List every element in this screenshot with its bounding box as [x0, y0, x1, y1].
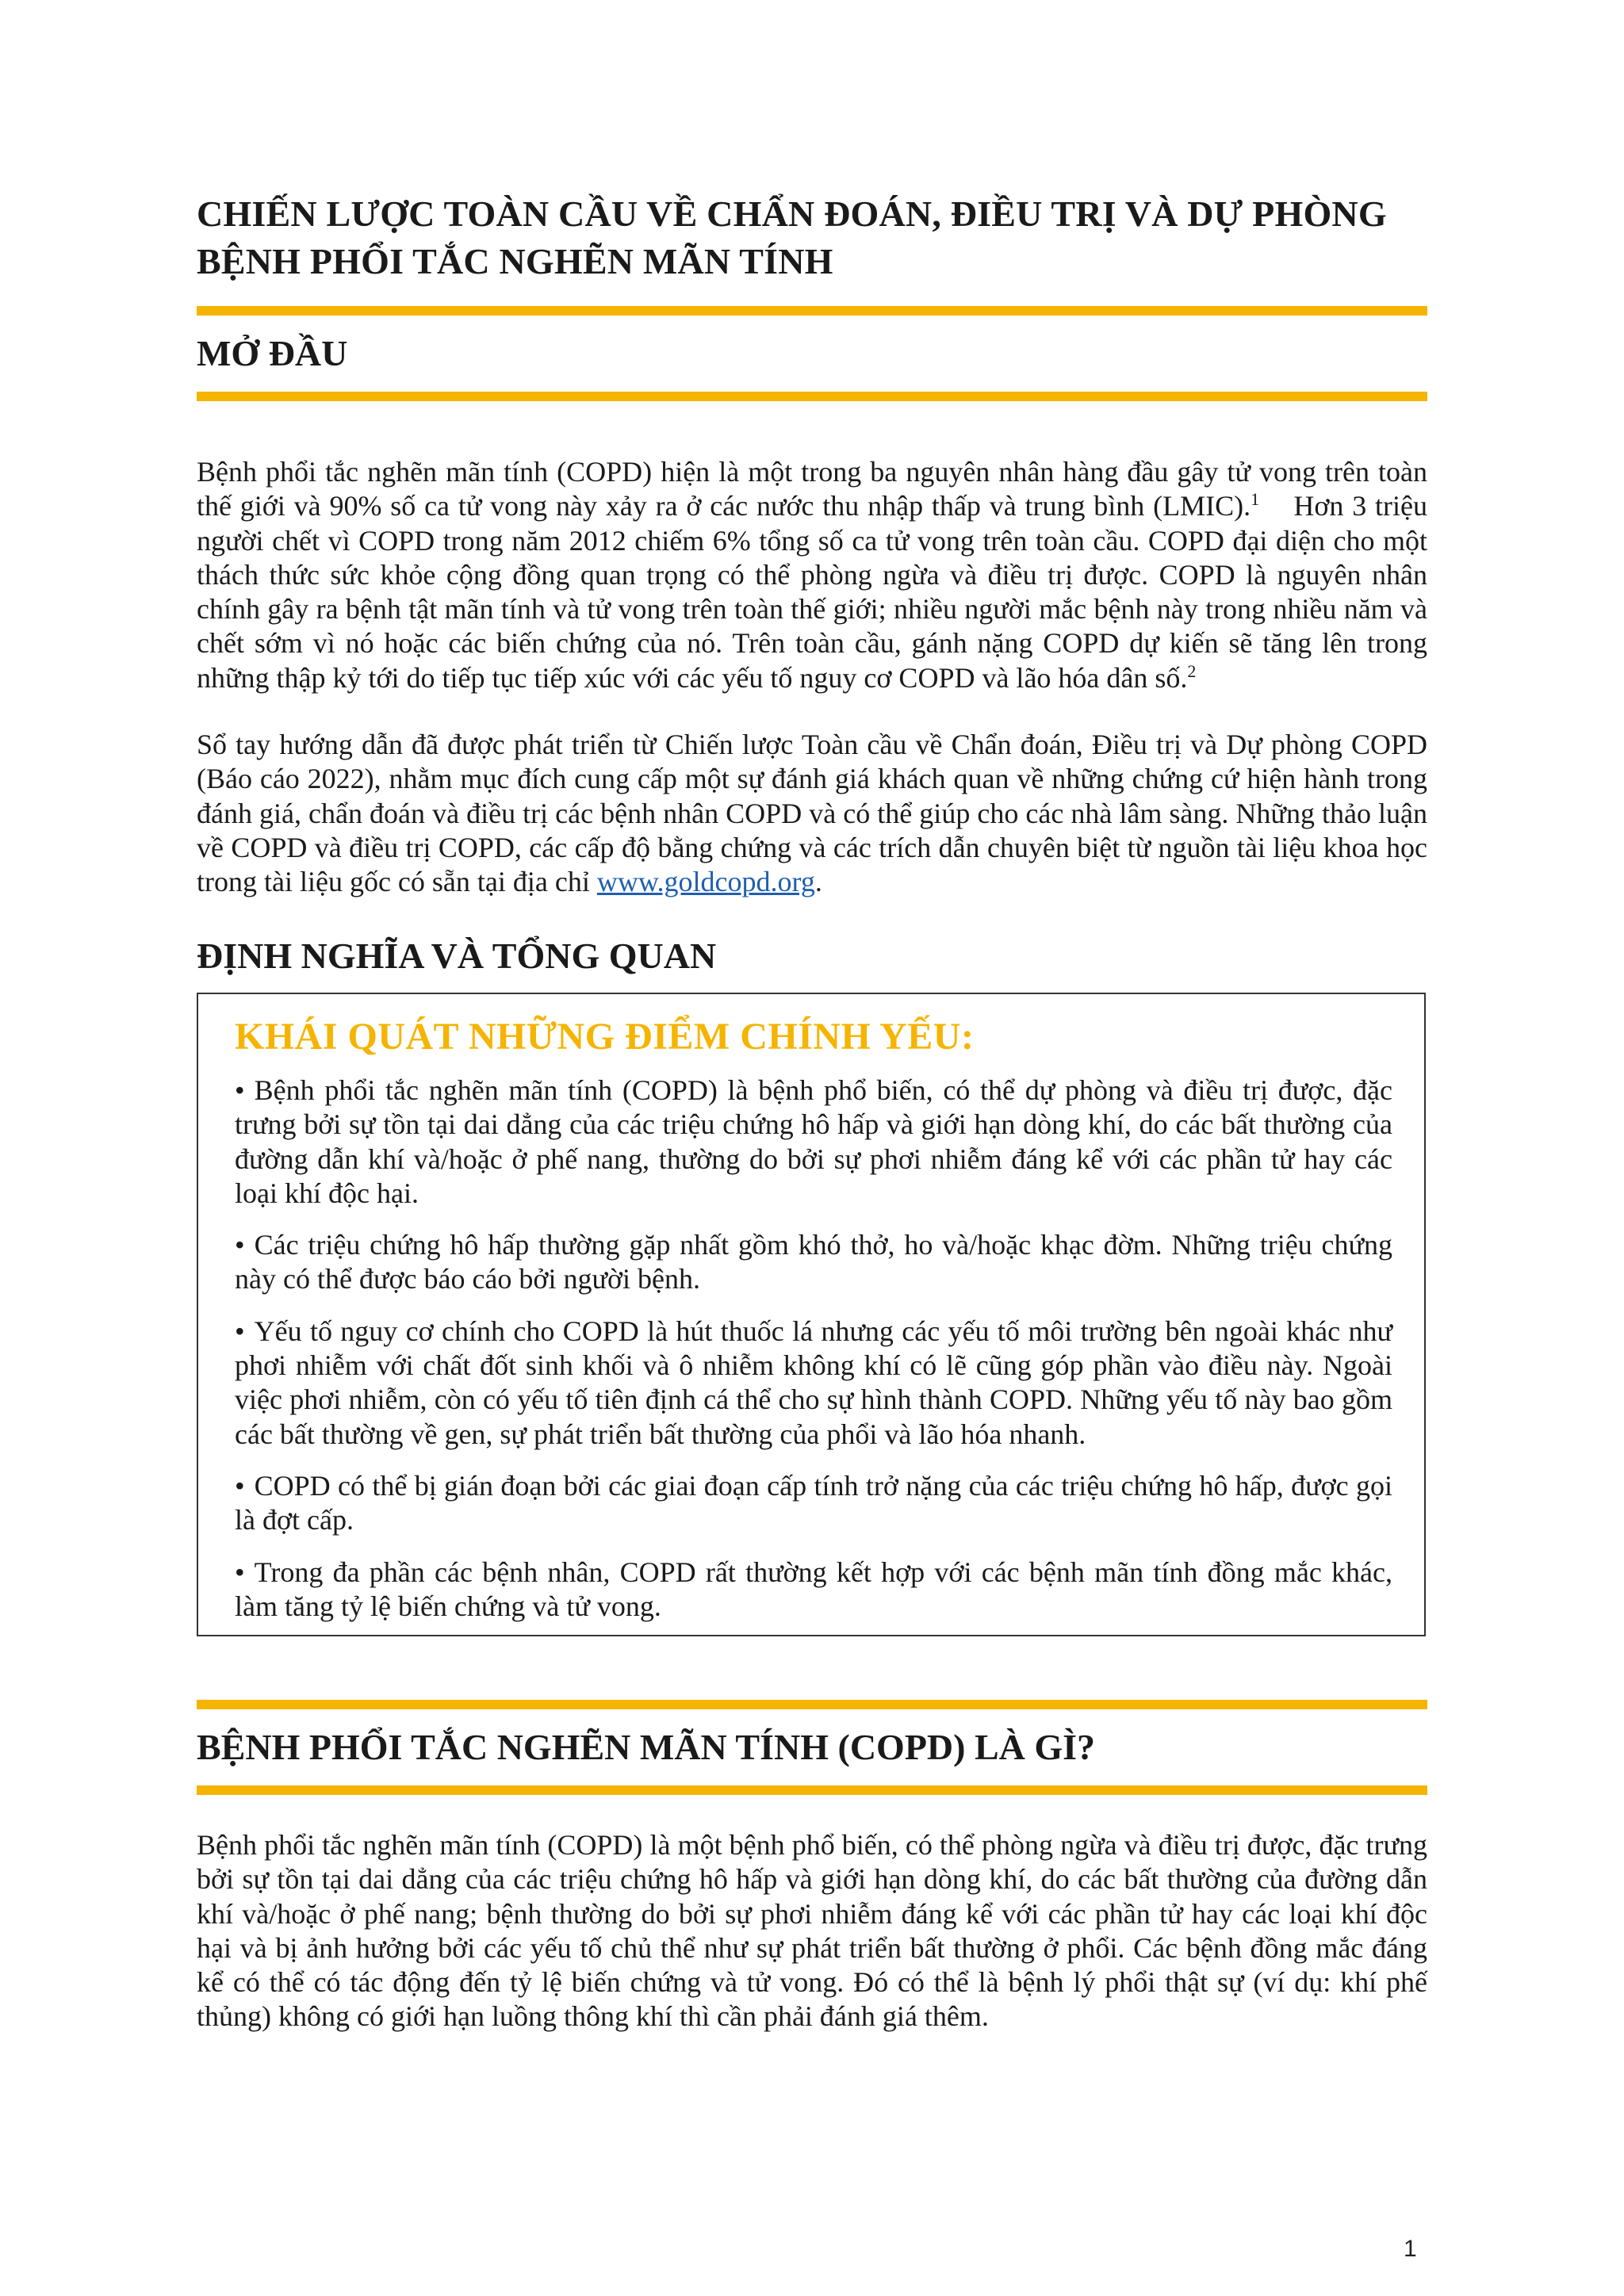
key-points-box [197, 993, 1426, 1636]
what-is-bottom-divider [197, 1785, 1427, 1795]
key-point-item [235, 1469, 1392, 1538]
key-point-text: Trong đa phần các bệnh nhân, COPD rất thường kết hợp với các bệnh mãn tính đồng mắc khác, làm tăng tỷ lệ biến chứng và tử vong. [235, 1556, 1392, 1622]
key-points-list [235, 1073, 1392, 1641]
key-point-item [235, 1314, 1392, 1452]
reference-1: 1 [1251, 489, 1260, 510]
reference-2: 2 [1187, 660, 1197, 681]
bullet-icon: • [235, 1229, 245, 1261]
intro-paragraph-2 [197, 728, 1427, 899]
key-point-item [235, 1073, 1392, 1211]
bullet-icon: • [235, 1074, 245, 1106]
page-title: CHIẾN LƯỢC TOÀN CẦU VỀ CHẨN ĐOÁN, ĐIỀU TRỊ VÀ DỰ PHÒNG BỆNH PHỔI TẮC NGHẼN MÃN TÍNH [197, 193, 1387, 281]
definition-heading: ĐỊNH NGHĨA VÀ TỔNG QUAN [197, 936, 717, 976]
title-divider [197, 306, 1427, 316]
intro-paragraph-2-end: . [814, 866, 822, 898]
key-point-item [235, 1556, 1392, 1624]
page-number: 1 [1404, 2236, 1417, 2262]
what-is-heading: BỆNH PHỔI TẮC NGHẼN MÃN TÍNH (COPD) LÀ GÌ? [197, 1727, 1096, 1767]
bullet-icon: • [235, 1556, 245, 1588]
intro-divider [197, 392, 1427, 401]
key-point-text: Bệnh phổi tắc nghẽn mãn tính (COPD) là bệnh phổ biến, có thể dự phòng và điều trị được, đặc trưng bởi sự tồn tại dai dẳng của các triệu chứng hô hấp và giới hạn dòng khí, do các bất thường của đường dẫn khí và/hoặc ở phế nang, thường do bởi sự phơi nhiễm đáng kể với các phần tử hay các loại khí độc hại. [235, 1074, 1392, 1209]
what-is-paragraph: Bệnh phổi tắc nghẽn mãn tính (COPD) là một bệnh phổ biến, có thể phòng ngừa và điều trị được, đặc trưng bởi sự tồn tại dai dẳng của các triệu chứng hô hấp và giới hạn dòng khí, do các bất thường của đường dẫn khí và/hoặc ở phế nang; bệnh thường do bởi sự phơi nhiễm đáng kể với các phần tử hay các loại khí độc hại và bị ảnh hưởng bởi các yếu tố chủ thể như sự phát triển bất thường ở phổi. Các bệnh đồng mắc đáng kể có thể có tác động đến tỷ lệ biến chứng và tử vong. Đó có thể là bệnh lý phổi thật sự (ví dụ: khí phế thủng) không có giới hạn luồng thông khí thì cần phải đánh giá thêm. [197, 1829, 1427, 2033]
goldcopd-link[interactable]: www.goldcopd.org [596, 866, 815, 898]
what-is-top-divider [197, 1700, 1427, 1709]
intro-paragraph-1-text-b: Hơn 3 triệu người chết vì COPD trong năm 2012 chiếm 6% tổng số ca tử vong trên toàn cầu. COPD đại diện cho một thách thức sức khỏe cộng đồng quan trọng có thể phòng ngừa và điều trị được. COPD là nguyên nhân chính gây ra bệnh tật mãn tính và tử vong trên toàn thế giới; nhiều người mắc bệnh này trong nhiều năm và chết sớm vì nó hoặc các biến chứng của nó. Trên toàn cầu, gánh nặng COPD dự kiến sẽ tăng lên trong những thập kỷ tới do tiếp tục tiếp xúc với các yếu tố nguy cơ COPD và lão hóa dân số. [197, 490, 1427, 694]
key-points-title: KHÁI QUÁT NHỮNG ĐIỂM CHÍNH YẾU: [235, 1016, 975, 1058]
key-point-text: COPD có thể bị gián đoạn bởi các giai đoạn cấp tính trở nặng của các triệu chứng hô hấp, được gọi là đợt cấp. [235, 1469, 1392, 1536]
bullet-icon: • [235, 1469, 245, 1502]
bullet-icon: • [235, 1314, 245, 1347]
intro-paragraph-1 [197, 455, 1427, 695]
key-point-text: Yếu tố nguy cơ chính cho COPD là hút thuốc lá nhưng các yếu tố môi trường bên ngoài khác như phơi nhiễm với chất đốt sinh khối và ô nhiễm không khí có lẽ cũng góp phần vào điều này. Ngoài việc phơi nhiễm, còn có yếu tố tiên định cá thể cho sự hình thành COPD. Những yếu tố này bao gồm các bất thường về gen, sự phát triển bất thường của phổi và lão hóa nhanh. [235, 1314, 1392, 1450]
intro-heading: MỞ ĐẦU [197, 333, 348, 373]
key-point-item [235, 1228, 1392, 1297]
intro-paragraph-1-text-a: Bệnh phổi tắc nghẽn mãn tính (COPD) hiện là một trong ba nguyên nhân hàng đầu gây tử vong trên toàn thế giới và 90% số ca tử vong này xảy ra ở các nước thu nhập thấp và trung bình (LMIC). [197, 456, 1427, 522]
intro-paragraph-2-text: Sổ tay hướng dẫn đã được phát triển từ Chiến lược Toàn cầu về Chẩn đoán, Điều trị và Dự phòng COPD (Báo cáo 2022), nhằm mục đích cung cấp một sự đánh giá khách quan về những chứng cứ hiện hành trong đánh giá, chẩn đoán và điều trị các bệnh nhân COPD và có thể giúp cho các nhà lâm sàng. Những thảo luận về COPD và điều trị COPD, các cấp độ bằng chứng và các trích dẫn chuyên biệt từ nguồn tài liệu khoa học trong tài liệu gốc có sẵn tại địa chỉ [197, 729, 1427, 898]
key-point-text: Các triệu chứng hô hấp thường gặp nhất gồm khó thở, ho và/hoặc khạc đờm. Những triệu chứng này có thể được báo cáo bởi người bệnh. [235, 1229, 1392, 1295]
